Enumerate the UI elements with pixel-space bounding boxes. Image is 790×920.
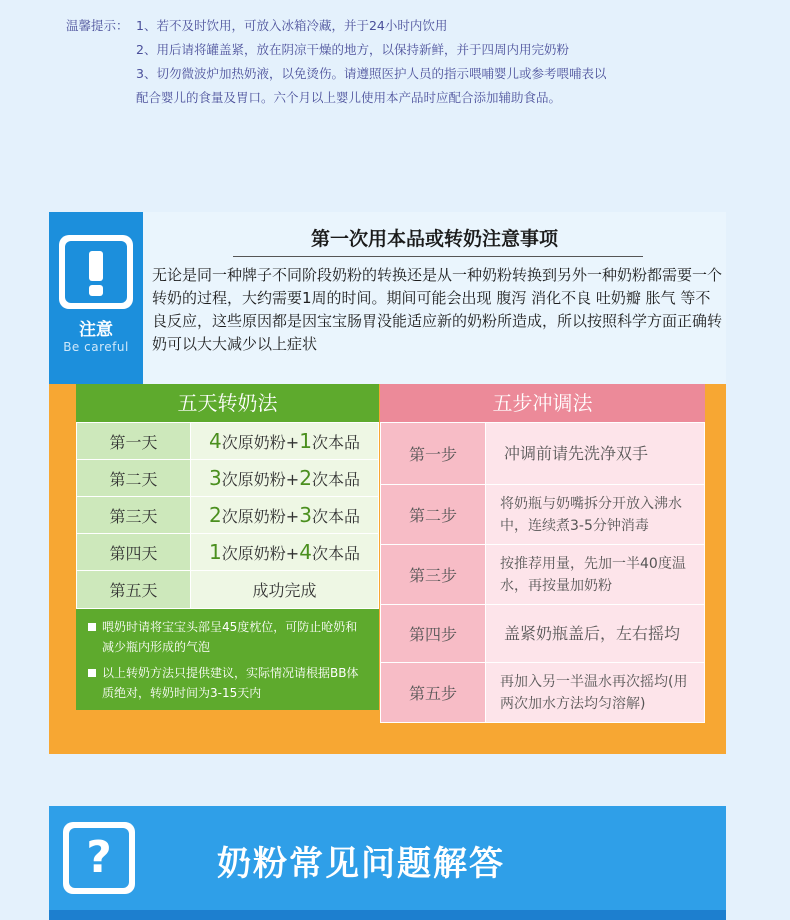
table-row [77, 423, 379, 460]
step-desc: 按推荐用量，先加一半40度温水，再按量加奶粉 [486, 545, 705, 605]
tips-label: 温馨提示： [66, 18, 129, 33]
step-cell: 第一步 [381, 423, 486, 485]
tip-item: 3、切勿微波炉加热奶液，以免烫伤。请遵照医护人员的指示喂哺婴儿或参考喂哺表以 [136, 66, 607, 81]
step-desc: 将奶瓶与奶嘴拆分开放入沸水中，连续煮3-5分钟消毒 [486, 485, 705, 545]
notice-label: 注意 [79, 320, 113, 340]
plan-cell: 2次原奶粉+3次本品 [191, 497, 379, 534]
table-row [77, 460, 379, 497]
faq-header [49, 806, 726, 920]
day-cell: 第四天 [77, 534, 191, 571]
question-icon: ? [63, 822, 135, 894]
table-row [381, 663, 705, 723]
tip-item: 2、用后请将罐盖紧，放在阴凉干燥的地方，以保持新鲜，并于四周内用完奶粉 [136, 42, 569, 57]
five-day-method [76, 384, 379, 710]
step-cell: 第三步 [381, 545, 486, 605]
day-cell: 第一天 [77, 423, 191, 460]
five-day-table [76, 422, 379, 609]
notice-label-en: Be careful [63, 340, 129, 354]
step-desc: 盖紧奶瓶盖后，左右摇均 [486, 605, 705, 663]
faq-title: 奶粉常见问题解答 [217, 844, 505, 884]
five-day-notes [76, 609, 379, 710]
plan-cell: 3次原奶粉+2次本品 [191, 460, 379, 497]
faq-strip [49, 910, 726, 920]
table-row [77, 534, 379, 571]
table-row [381, 423, 705, 485]
plan-cell: 成功完成 [191, 571, 379, 609]
tips-section [66, 14, 746, 110]
five-day-title: 五天转奶法 [76, 384, 379, 422]
five-step-method [380, 384, 705, 723]
notice-body: 无论是同一种牌子不同阶段奶粉的转换还是从一种奶粉转换到另外一种奶粉都需要一个转奶的过程，大约需要1周的时间。期间可能会出现 腹泻 消化不良 吐奶瓣 胀气 等不良反应，这些原因都是因宝宝肠胃没能适应新的奶粉所造成，所以按照科学方面正确转奶可以大大减少以上症状 [152, 266, 723, 353]
step-desc: 再加入另一半温水再次摇均(用两次加水方法均匀溶解) [486, 663, 705, 723]
table-row [381, 485, 705, 545]
bullet-icon [88, 669, 96, 677]
step-desc: 冲调前请先洗净双手 [486, 423, 705, 485]
plan-cell: 1次原奶粉+4次本品 [191, 534, 379, 571]
step-cell: 第五步 [381, 663, 486, 723]
five-step-title: 五步冲调法 [380, 384, 705, 422]
day-cell: 第三天 [77, 497, 191, 534]
title-underline [233, 256, 643, 257]
step-cell: 第二步 [381, 485, 486, 545]
notice-content [143, 212, 726, 384]
notice-title: 第一次用本品或转奶注意事项 [310, 228, 558, 250]
tip-item: 1、若不及时饮用，可放入冰箱冷藏，并于24小时内饮用 [136, 18, 448, 33]
methods-card [49, 384, 726, 754]
day-cell: 第五天 [77, 571, 191, 609]
table-row [381, 605, 705, 663]
table-row [381, 545, 705, 605]
step-cell: 第四步 [381, 605, 486, 663]
notice-card [49, 212, 726, 384]
tip-item: 配合婴儿的食量及胃口。六个月以上婴儿使用本产品时应配合添加辅助食品。 [136, 90, 562, 105]
day-cell: 第二天 [77, 460, 191, 497]
notice-badge [49, 212, 143, 384]
note-text: 以上转奶方法只提供建议，实际情况请根据BB体质绝对，转奶时间为3-15天内 [102, 666, 359, 700]
note-text: 喂奶时请将宝宝头部呈45度枕位，可防止呛奶和减少瓶内形成的气泡 [102, 620, 358, 654]
plan-cell: 4次原奶粉+1次本品 [191, 423, 379, 460]
bullet-icon [88, 623, 96, 631]
table-row [77, 571, 379, 609]
table-row [77, 497, 379, 534]
exclamation-icon [59, 235, 133, 309]
five-step-table [380, 422, 705, 723]
